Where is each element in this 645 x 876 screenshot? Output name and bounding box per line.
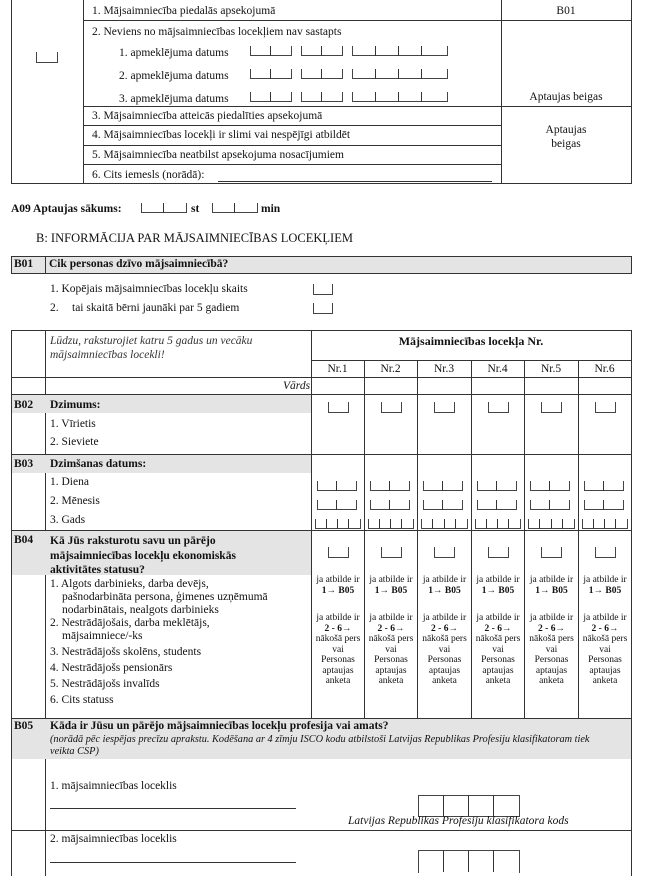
b04-note-2-nr5: ja atbilde ir 2 - 6→ nākošā pers vai Personas aptaujas anketa	[529, 613, 574, 686]
b04-note-2-nr3: ja atbilde ir 2 - 6→ nākošā pers vai Personas aptaujas anketa	[422, 613, 467, 686]
name-row-label: Vārds	[283, 380, 311, 392]
goto-b01-label: B01	[556, 5, 576, 17]
b02-input-nr2[interactable]	[381, 402, 402, 413]
end-survey-label-2b: beigas	[551, 138, 581, 150]
b03-question: Dzimšanas datums:	[50, 458, 147, 470]
b05-code: B05	[14, 720, 34, 732]
b03-code: B03	[14, 458, 34, 470]
b02-input-nr5[interactable]	[541, 402, 562, 413]
b04-note-1-nr3: ja atbilde ir 1→ B05	[422, 575, 467, 596]
b04-input-nr4[interactable]	[488, 547, 509, 558]
section-b-title: B: INFORMĀCIJA PAR MĀJSAIMNIECĪBAS LOCEKĻIEM	[36, 231, 353, 245]
b04-input-nr5[interactable]	[541, 547, 562, 558]
b02-option-2: 2. Sieviete	[50, 436, 99, 448]
b05-member-2-label: 2. mājsaimniecības loceklis	[50, 833, 177, 845]
b02-input-nr3[interactable]	[434, 402, 455, 413]
a09-min-label: min	[261, 203, 281, 215]
b05-note: (norādā pēc iespējas precīzu aprakstu. Kodēšana ar 4 zīmju ISCO kodu atbilstoši Latvijas Republikas Profesiju klasifikatoram tiek veikta CSP)	[50, 734, 590, 757]
b01-item-1-input[interactable]	[313, 284, 333, 295]
b04-note-1-nr1: ja atbilde ir 1→ B05	[316, 575, 360, 596]
b04-input-nr6[interactable]	[595, 547, 616, 558]
end-survey-label-1: Aptaujas beigas	[529, 91, 603, 103]
top-item-6: 6. Cits iemesls (norādā):	[92, 169, 205, 181]
b01-item-2-input[interactable]	[313, 303, 333, 314]
b02-input-nr6[interactable]	[595, 402, 616, 413]
top-item-3: 3. Mājsaimniecība atteicās piedalīties apsekojumā	[92, 110, 323, 122]
b05-code-label: Latvijas Republikas Profesiju klasifikatora kods	[348, 815, 569, 827]
b03-option-3: 3. Gads	[50, 514, 86, 526]
b03-option-2: 2. Mēnesis	[50, 495, 100, 507]
b01-code: B01	[14, 258, 34, 270]
b01-item-2: tai skaitā bērni jaunāki par 5 gadiem	[72, 302, 240, 314]
top-item-5: 5. Mājsaimniecība neatbilst apsekojuma nosacījumiem	[92, 149, 344, 161]
b04-code: B04	[14, 534, 34, 546]
b02-option-1: 1. Vīrietis	[50, 418, 96, 430]
column-nr6: Nr.6	[594, 363, 615, 375]
b05-member-2-line[interactable]	[50, 862, 296, 863]
top-option-box[interactable]	[36, 52, 58, 63]
b04-note-1-nr5: ja atbilde ir 1→ B05	[529, 575, 574, 596]
b05-member-1-label: 1. mājsaimniecības loceklis	[50, 780, 177, 792]
b04-question: Kā Jūs raksturotu savu un pārējo mājsaimniecības locekļu ekonomiskās aktivitātes statusu?	[50, 535, 236, 576]
a09-st-label: st	[191, 203, 200, 215]
b04-input-nr2[interactable]	[381, 547, 402, 558]
b01-question: Cik personas dzīvo mājsaimniecībā?	[49, 258, 229, 270]
b01-item-2-num: 2.	[50, 302, 59, 314]
column-nr5: Nr.5	[540, 363, 562, 375]
b02-code: B02	[14, 399, 34, 411]
column-nr1: Nr.1	[327, 363, 348, 375]
b03-option-1: 1. Diena	[50, 476, 89, 488]
b04-note-2-nr6: ja atbilde ir 2 - 6→ nākošā pers vai Personas aptaujas anketa	[582, 613, 628, 686]
b02-question: Dzimums:	[50, 399, 101, 411]
b04-note-2-nr4: ja atbilde ir 2 - 6→ nākošā pers vai Personas aptaujas anketa	[475, 613, 521, 686]
column-nr3: Nr.3	[433, 363, 455, 375]
b02-input-nr1[interactable]	[328, 402, 349, 413]
members-instruction: Lūdzu, raksturojiet katru 5 gadus un vecāku mājsaimniecības locekli!	[50, 335, 253, 361]
b04-options: 1. Algots darbinieks, darba devējs, pašnodarbināta persona, ģimenes uzņēmumā nodarbinātais, nealgots darbinieks 2. Nestrādājošais, darba meklētājs, mājsaimniece/-ks 3. Nestrādājošs skolēns, students 4. Nestrādājošs pensionārs 5. Nestrādājošs invalīds 6. Cits statuss	[50, 578, 268, 706]
b05-member-1-line[interactable]	[50, 808, 296, 809]
end-survey-label-2a: Aptaujas	[545, 124, 587, 136]
top-item-4: 4. Mājsaimniecības locekļi ir slimi vai nespējīgi atbildēt	[92, 129, 351, 141]
visit-date-1-label: 1. apmeklējuma datums	[119, 47, 229, 59]
b04-input-nr1[interactable]	[328, 547, 349, 558]
column-nr2: Nr.2	[380, 363, 401, 375]
b05-question: Kāda ir Jūsu un pārējo mājsaimniecības locekļu profesija vai amats?	[50, 720, 389, 732]
b04-note-1-nr4: ja atbilde ir 1→ B05	[476, 575, 520, 596]
b02-input-nr4[interactable]	[488, 402, 509, 413]
b01-item-1: 1. Kopējais mājsaimniecības locekļu skaits	[50, 283, 248, 295]
top-item-1: 1. Mājsaimniecība piedalās apsekojumā	[92, 5, 276, 17]
b04-note-2-nr2: ja atbilde ir 2 - 6→ nākošā pers vai Personas aptaujas anketa	[368, 613, 414, 686]
visit-date-3-label: 3. apmeklējuma datums	[119, 93, 229, 105]
column-nr4: Nr.4	[487, 363, 508, 375]
b04-note-1-nr6: ja atbilde ir 1→ B05	[583, 575, 627, 596]
b04-note-1-nr2: ja atbilde ir 1→ B05	[369, 575, 413, 596]
a09-label: A09 Aptaujas sākums:	[11, 203, 122, 215]
top-item-2: 2. Neviens no mājsaimniecības locekļiem nav sastapts	[92, 26, 342, 38]
members-header: Mājsaimniecības locekļa Nr.	[398, 334, 544, 348]
visit-date-2-label: 2. apmeklējuma datums	[119, 70, 229, 82]
b04-input-nr3[interactable]	[434, 547, 455, 558]
b04-note-2-nr1: ja atbilde ir 2 - 6→ nākošā pers vai Personas aptaujas anketa	[315, 613, 361, 686]
